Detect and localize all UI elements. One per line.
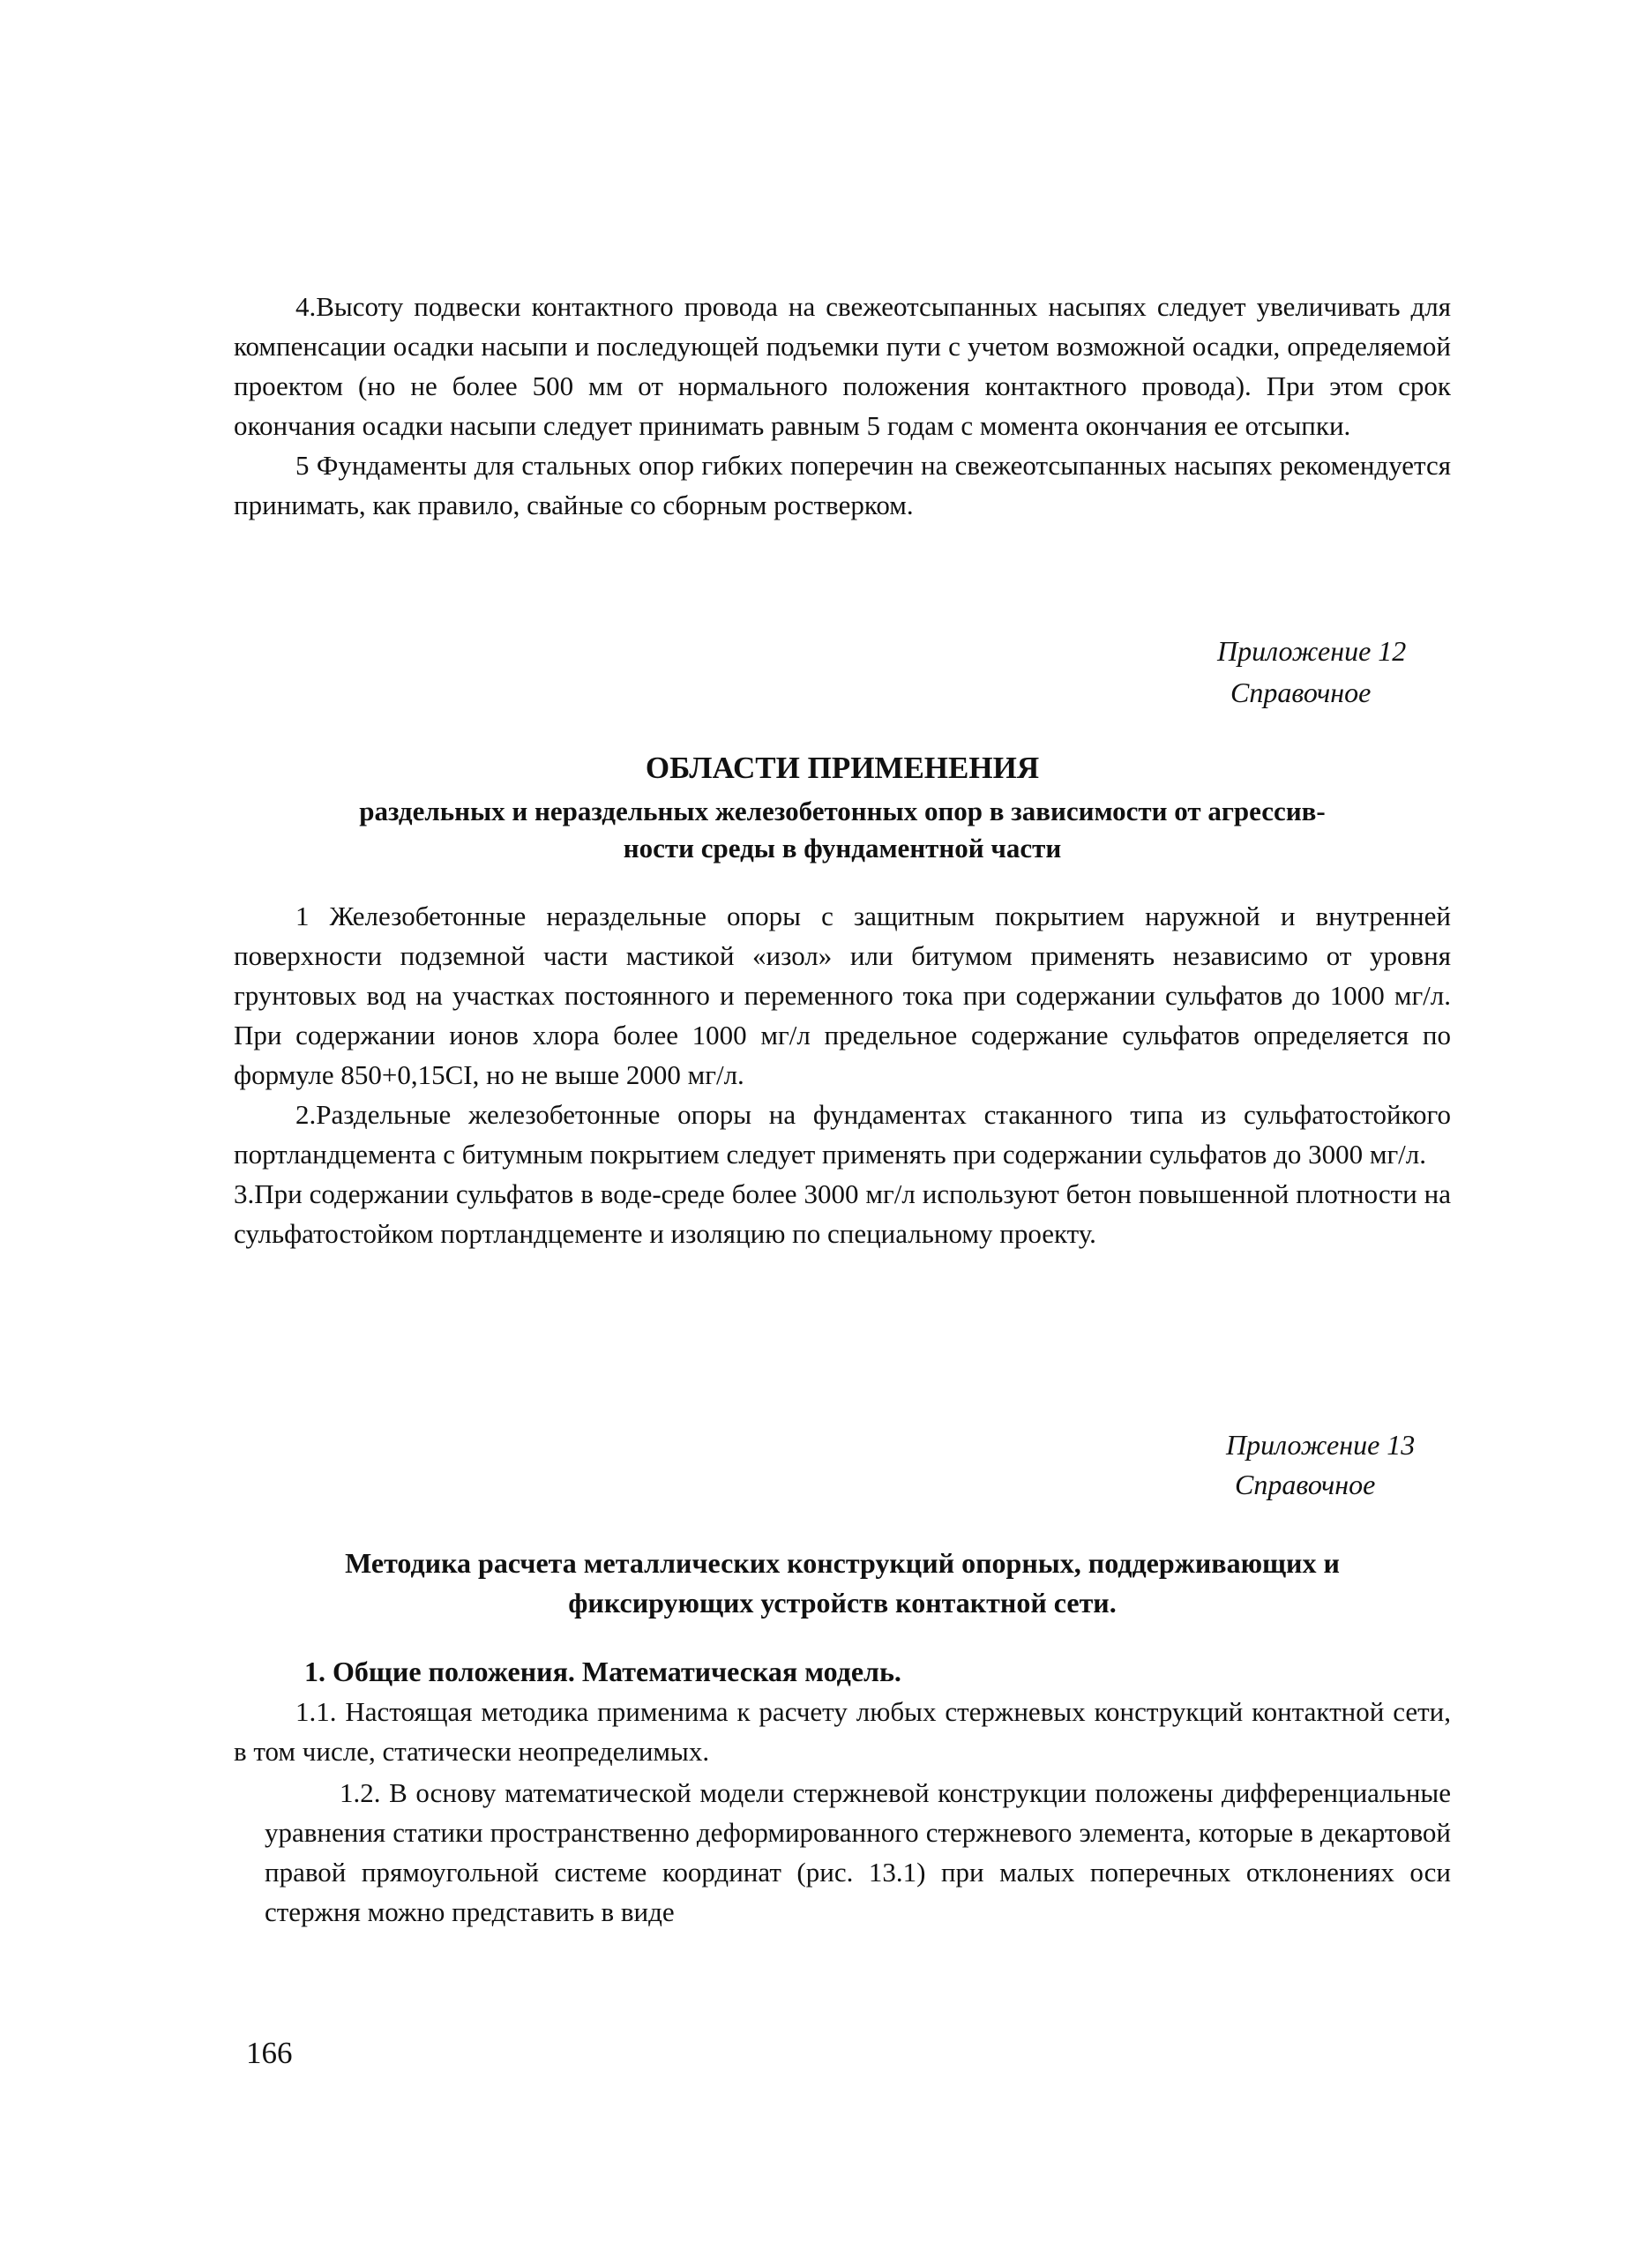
appendix-12-paragraph-2: 2.Раздельные железобетонные опоры на фундаментах стаканного типа из сульфатостойкого портландцемента с битумным покрытием следует применять при содержании сульфатов до 3000 мг/л. bbox=[234, 1099, 1451, 1170]
paragraph-4: 4.Высоту подвески контактного провода на свежеотсыпанных насыпях следует увеличивать для компенсации осадки насыпи и последующей подъемки пути с учетом возможной осадки, определяемой проектом (но не более 500 мм от нормального положения контактного провода). При этом срок окончания осадки насыпи следует принимать равным 5 годам с момента окончания ее отсыпки. bbox=[234, 291, 1451, 441]
appendix-13-body-continued bbox=[265, 1773, 1451, 1932]
appendix-13-body bbox=[234, 1651, 1451, 1771]
appendix-13-type: Справочное bbox=[1235, 1469, 1376, 1500]
paragraph-5: 5 Фундаменты для стальных опор гибких поперечин на свежеотсыпанных насыпях рекомендуется принимать, как правило, свайные со сборным ростверком. bbox=[234, 450, 1451, 520]
paragraph-1-1: 1.1. Настоящая методика применима к расчету любых стержневых конструкций контактной сети, в том числе, статически неопределимых. bbox=[234, 1696, 1451, 1767]
appendix-12-body bbox=[234, 896, 1451, 1253]
appendix-12-paragraph-1: 1 Железобетонные нераздельные опоры с защитным покрытием наружной и внутренней поверхности подземной части мастикой «изол» или битумом применять независимо от уровня грунтовых вод на участках постоянного и переменного тока при содержании сульфатов до 1000 мг/л. При содержании ионов хлора более 1000 мг/л предельное содержание сульфатов определяется по формуле 850+0,15CI, но не выше 2000 мг/л. bbox=[234, 901, 1451, 1090]
section-title: 1. Общие положения. Математическая модель. bbox=[304, 1656, 901, 1687]
appendix-12-subtitle-line-1: раздельных и нераздельных железобетонных опор в зависимости от агрессив- bbox=[359, 796, 1326, 826]
appendix-12-subtitle-line-2: ности среды в фундаментной части bbox=[623, 833, 1062, 864]
page-number: 166 bbox=[246, 2036, 293, 2070]
section-prev-appendix bbox=[234, 287, 1451, 525]
appendix-13-title-line-2: фиксирующих устройств контактной сети. bbox=[568, 1587, 1117, 1619]
appendix-12-paragraph-3: 3.При содержании сульфатов в воде-среде более 3000 мг/л используют бетон повышенной плотности на сульфатостойком портландцементе и изоляцию по специальному проекту. bbox=[234, 1178, 1451, 1249]
appendix-13-label: Приложение 13 bbox=[1226, 1429, 1416, 1461]
appendix-12-title: ОБЛАСТИ ПРИМЕНЕНИЯ bbox=[645, 751, 1040, 785]
appendix-13-title-line-1: Методика расчета металлических конструкций опорных, поддерживающих и bbox=[345, 1547, 1340, 1579]
paragraph-1-2: 1.2. В основу математической модели стержневой конструкции положены дифференциальные уравнения статики пространственно деформированного стержневого элемента, которые в декартовой правой прямоугольной системе координат (рис. 13.1) при малых поперечных отклонениях оси стержня можно представить в виде bbox=[265, 1777, 1451, 1927]
appendix-12-type: Справочное bbox=[1230, 677, 1372, 708]
appendix-12-label: Приложение 12 bbox=[1217, 635, 1407, 667]
